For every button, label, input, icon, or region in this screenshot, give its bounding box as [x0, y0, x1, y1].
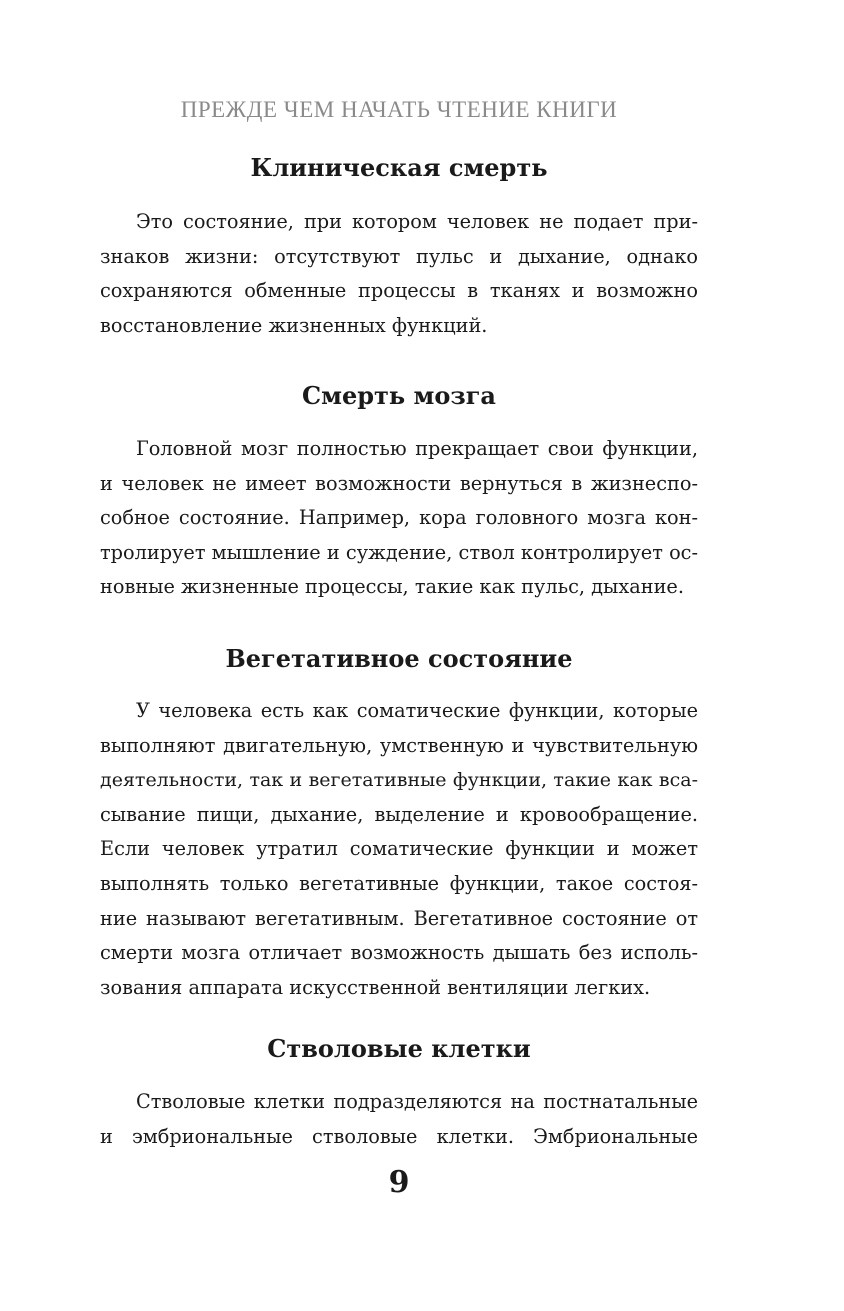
- text-line: Головной мозг полностью прекращает свои функции,: [136, 437, 698, 460]
- text-line: сохраняются обменные процессы в тканях и возможно: [100, 279, 698, 303]
- text-line: выполнять только вегетативные функции, такое состоя-: [100, 871, 698, 895]
- section-title-brain-death: Смерть мозга: [302, 381, 496, 410]
- paragraph-brain-death: [100, 432, 698, 605]
- text-line: ние называют вегетативным. Вегетативное состояние от: [100, 906, 698, 930]
- text-line: зования аппарата искусственной вентиляции легких.: [100, 975, 651, 999]
- text-line: и человек не имеет возможности вернуться в жизнеспо-: [100, 471, 698, 495]
- text-line: собное состояние. Например, кора головного мозга кон-: [100, 506, 698, 530]
- text-line: Стволовые клетки подразделяются на постнатальные: [136, 1090, 698, 1113]
- text-line: новные жизненные процессы, такие как пульс, дыхание.: [100, 575, 684, 599]
- text-line: Если человек утратил соматические функции и может: [100, 837, 698, 861]
- text-line: У человека есть как соматические функции, которые: [136, 699, 698, 722]
- text-line: выполняют двигательную, умственную и чувствительную: [100, 733, 698, 757]
- text-line: восстановление жизненных функций.: [100, 313, 488, 337]
- text-line: сывание пищи, дыхание, выделение и кровообращение.: [100, 802, 698, 826]
- text-line: знаков жизни: отсутствуют пульс и дыхание, однако: [100, 244, 698, 268]
- section-title-clinical-death: Клиническая смерть: [250, 153, 548, 182]
- book-page: [100, 0, 698, 1311]
- page-number: 9: [388, 1165, 410, 1200]
- text-line: и эмбриональные стволовые клетки. Эмбриональные: [100, 1124, 698, 1148]
- paragraph-stem-cells: [100, 1085, 698, 1154]
- section-title-vegetative-state: Вегетативное состояние: [225, 644, 573, 673]
- running-head: ПРЕЖДЕ ЧЕМ НАЧАТЬ ЧТЕНИЕ КНИГИ: [180, 97, 618, 122]
- text-line: смерти мозга отличает возможность дышать без исполь-: [100, 941, 698, 965]
- text-line: тролирует мышление и суждение, ствол контролирует ос-: [100, 540, 698, 564]
- text-line: Это состояние, при котором человек не подает при-: [136, 210, 698, 233]
- text-line: деятельности, так и вегетативные функции, такие как вса-: [100, 769, 698, 792]
- paragraph-vegetative-state: [100, 694, 698, 1005]
- section-title-stem-cells: Стволовые клетки: [267, 1034, 531, 1063]
- paragraph-clinical-death: [100, 205, 698, 343]
